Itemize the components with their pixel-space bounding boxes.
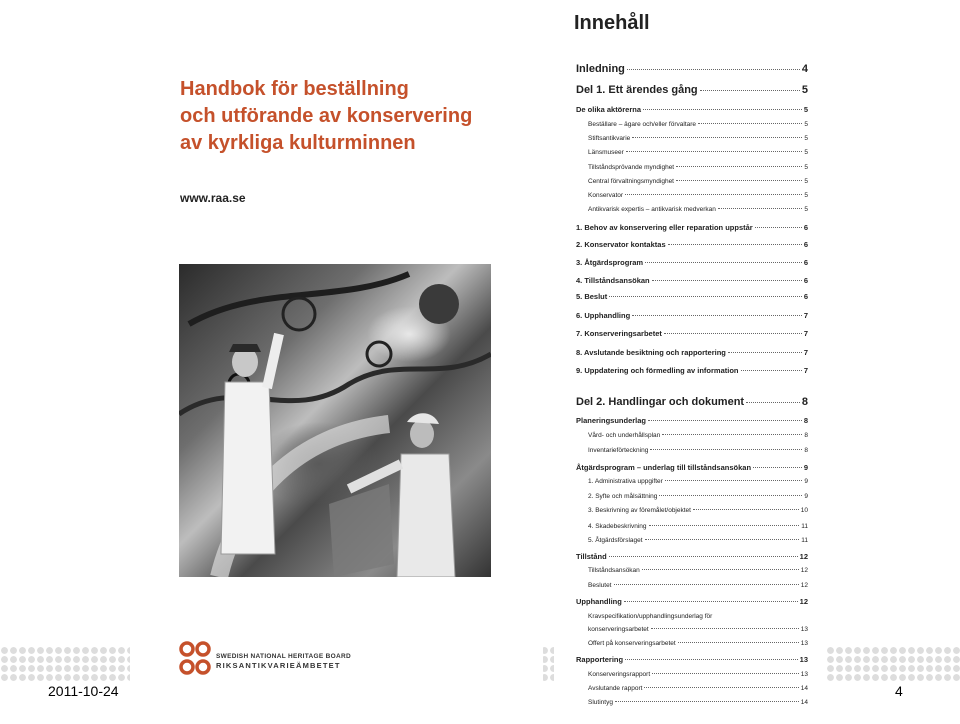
toc-entry bbox=[576, 655, 808, 664]
toc-entry bbox=[588, 135, 808, 142]
toc-entry-page: 5 bbox=[804, 178, 808, 185]
toc-entry-title: Stiftsantikvarie bbox=[588, 135, 631, 142]
toc-leader-dots bbox=[651, 628, 799, 629]
toc-entry-title: Antikvarisk expertis – antikvarisk medverkan bbox=[588, 206, 716, 213]
toc-entry-page: 11 bbox=[801, 523, 808, 530]
toc-entry bbox=[588, 121, 808, 128]
toc-entry bbox=[588, 685, 808, 692]
toc-entry-title: 4. Tillståndsansökan bbox=[576, 276, 650, 285]
toc-leader-dots bbox=[662, 434, 802, 435]
toc-leader-dots bbox=[728, 352, 802, 353]
toc-entry-title: Upphandling bbox=[576, 597, 622, 606]
toc-entry-title: 4. Skadebeskrivning bbox=[588, 523, 647, 530]
toc-entry-title: Länsmuseer bbox=[588, 149, 624, 156]
toc-entry-title: 2. Syfte och målsättning bbox=[588, 493, 658, 500]
toc-entry-title: Avslutande rapport bbox=[588, 685, 643, 692]
cover-photo bbox=[179, 264, 491, 577]
toc-entry-title: 2. Konservator kontaktas bbox=[576, 240, 666, 249]
toc-entry bbox=[588, 149, 808, 156]
toc-entry bbox=[576, 329, 808, 338]
toc-heading: Innehåll bbox=[574, 12, 650, 34]
toc-entry-page: 13 bbox=[799, 655, 808, 664]
toc-leader-dots bbox=[625, 659, 798, 660]
toc-entry bbox=[576, 416, 808, 425]
toc-entry bbox=[576, 276, 808, 285]
toc-entry-page: 5 bbox=[804, 135, 808, 142]
toc-entry-page: 9 bbox=[804, 478, 808, 485]
toc-entry bbox=[588, 192, 808, 199]
toc-entry-title: Del 2. Handlingar och dokument bbox=[576, 396, 745, 408]
toc-entry-page: 9 bbox=[803, 463, 808, 472]
toc-entry-page: 12 bbox=[800, 567, 808, 574]
toc-entry-page: 5 bbox=[803, 105, 808, 114]
toc-leader-dots bbox=[627, 69, 800, 70]
toc-entry-title: Tillstånd bbox=[576, 552, 607, 561]
toc-entry-title: Vård- och underhållsplan bbox=[588, 432, 661, 439]
toc-entry-title: Tillståndsprövande myndighet bbox=[588, 164, 675, 171]
toc-leader-dots bbox=[664, 333, 802, 334]
toc-entry-page: 6 bbox=[803, 258, 808, 267]
toc-page bbox=[556, 0, 826, 724]
toc-entry-page: 5 bbox=[801, 84, 808, 96]
toc-leader-dots bbox=[652, 280, 802, 281]
toc-leader-dots bbox=[718, 208, 802, 209]
toc-entry-page: 9 bbox=[804, 493, 808, 500]
toc-leader-dots bbox=[645, 262, 802, 263]
slide-date: 2011-10-24 bbox=[48, 683, 119, 699]
toc-entry-page: 5 bbox=[804, 206, 808, 213]
toc-entry bbox=[588, 671, 808, 678]
toc-leader-dots bbox=[700, 90, 800, 91]
toc-leader-dots bbox=[625, 194, 802, 195]
toc-leader-dots bbox=[614, 584, 799, 585]
toc-leader-dots bbox=[741, 370, 802, 371]
toc-leader-dots bbox=[693, 509, 799, 510]
toc-entry bbox=[576, 463, 808, 472]
toc-entry bbox=[588, 699, 808, 706]
toc-entry bbox=[588, 478, 808, 485]
toc-entry-page: 14 bbox=[800, 685, 808, 692]
toc-entry-page: 11 bbox=[801, 537, 808, 544]
toc-entry bbox=[588, 164, 808, 171]
toc-entry bbox=[588, 178, 808, 185]
toc-entry-title: Beställare – ägare och/eller förvaltare bbox=[588, 121, 697, 128]
toc-entry-page: 7 bbox=[803, 348, 808, 357]
toc-entry-title: 1. Behov av konservering eller reparation uppstår bbox=[576, 223, 753, 232]
toc-leader-dots bbox=[648, 420, 802, 421]
toc-entry bbox=[588, 507, 808, 514]
toc-entry-page: 5 bbox=[804, 192, 808, 199]
toc-leader-dots bbox=[650, 449, 802, 450]
raa-logo-text-en: SWEDISH NATIONAL HERITAGE BOARD bbox=[216, 653, 351, 660]
toc-entry bbox=[588, 626, 808, 633]
toc-entry-page: 4 bbox=[801, 63, 808, 75]
toc-entry bbox=[576, 366, 808, 375]
toc-entry-page: 8 bbox=[801, 396, 808, 408]
toc-entry-page: 13 bbox=[800, 671, 808, 678]
toc-leader-dots bbox=[659, 495, 802, 496]
toc-entry-page: 10 bbox=[800, 507, 808, 514]
toc-entry-title: 3. Beskrivning av föremålet/objektet bbox=[588, 507, 691, 514]
toc-entry-page: 7 bbox=[803, 366, 808, 375]
toc-entry bbox=[576, 84, 808, 96]
slide-page-number: 4 bbox=[895, 683, 903, 699]
toc-entry-title: konserveringsarbetet bbox=[588, 626, 649, 633]
cover-page bbox=[133, 0, 543, 724]
cover-title bbox=[180, 76, 520, 157]
toc-entry-page: 14 bbox=[800, 699, 808, 706]
cover-photo-illustration bbox=[179, 264, 491, 577]
toc-leader-dots bbox=[753, 467, 802, 468]
cover-url: www.raa.se bbox=[180, 191, 246, 205]
toc-leader-dots bbox=[746, 402, 800, 403]
cover-title-line-3: av kyrkliga kulturminnen bbox=[180, 132, 416, 154]
decorative-dot-band-left bbox=[0, 646, 130, 682]
toc-entry-page: 5 bbox=[804, 149, 808, 156]
raa-logo-text bbox=[216, 652, 351, 670]
toc-entry-page: 6 bbox=[803, 292, 808, 301]
toc-entry-title: Kravspecifikation/upphandlingsunderlag för bbox=[588, 613, 713, 620]
toc-entry-page: 6 bbox=[803, 240, 808, 249]
decorative-dot-band-right bbox=[826, 646, 960, 682]
toc-entry-title: Konserveringsrapport bbox=[588, 671, 651, 678]
toc-entry bbox=[588, 432, 808, 439]
toc-leader-dots bbox=[642, 569, 799, 570]
toc-leader-dots bbox=[668, 244, 802, 245]
toc-leader-dots bbox=[698, 123, 802, 124]
toc-entry bbox=[588, 206, 808, 213]
toc-leader-dots bbox=[624, 601, 798, 602]
toc-entry bbox=[576, 240, 808, 249]
toc-entry-title: 5. Åtgärdsförslaget bbox=[588, 537, 643, 544]
toc-leader-dots bbox=[755, 227, 802, 228]
toc-entry-title: 1. Administrativa uppgifter bbox=[588, 478, 663, 485]
toc-entry-title: Inventarieförteckning bbox=[588, 447, 649, 454]
toc-entry bbox=[588, 582, 808, 589]
toc-entry bbox=[576, 223, 808, 232]
cover-title-line-1: Handbok för beställning bbox=[180, 78, 409, 100]
toc-leader-dots bbox=[678, 642, 799, 643]
toc-entry-title: Åtgärdsprogram – underlag till tillståndsansökan bbox=[576, 463, 752, 472]
toc-entry-title: 7. Konserveringsarbetet bbox=[576, 329, 662, 338]
toc-leader-dots bbox=[676, 166, 802, 167]
toc-entry bbox=[576, 258, 808, 267]
toc-entry-title: Planeringsunderlag bbox=[576, 416, 647, 425]
toc-entry bbox=[588, 523, 808, 530]
toc-entry bbox=[588, 613, 808, 620]
toc-entry bbox=[576, 63, 808, 75]
toc-entry-title: Rapportering bbox=[576, 655, 624, 664]
toc-entry bbox=[588, 537, 808, 544]
toc-entry-page: 8 bbox=[804, 432, 808, 439]
toc-entry-page: 6 bbox=[803, 276, 808, 285]
toc-entry bbox=[576, 348, 808, 357]
toc-entry-title: Central förvaltningsmyndighet bbox=[588, 178, 674, 185]
toc-leader-dots bbox=[643, 109, 802, 110]
toc-entry-page: 5 bbox=[804, 121, 808, 128]
toc-leader-dots bbox=[632, 315, 802, 316]
toc-leader-dots bbox=[665, 480, 803, 481]
toc-entry-title: Slutintyg bbox=[588, 699, 613, 706]
toc-entry-page: 13 bbox=[800, 626, 808, 633]
toc-entry-title: Inledning bbox=[576, 63, 625, 75]
toc-entry-title: Del 1. Ett ärendes gång bbox=[576, 84, 698, 96]
toc-entry-title: Beslutet bbox=[588, 582, 612, 589]
toc-leader-dots bbox=[615, 701, 799, 702]
raa-logo-text-sv: RIKSANTIKVARIEÄMBETET bbox=[216, 661, 341, 670]
toc-entry-title: 3. Åtgärdsprogram bbox=[576, 258, 644, 267]
toc-leader-dots bbox=[644, 687, 798, 688]
toc-entry-page: 7 bbox=[803, 329, 808, 338]
toc-entry bbox=[576, 396, 808, 408]
toc-entry-title: De olika aktörerna bbox=[576, 105, 642, 114]
toc-entry bbox=[588, 493, 808, 500]
toc-entry-page: 5 bbox=[804, 164, 808, 171]
toc-entry-title: Tillståndsansökan bbox=[588, 567, 640, 574]
toc-entry-title: 8. Avslutande besiktning och rapportering bbox=[576, 348, 726, 357]
toc-leader-dots bbox=[652, 673, 799, 674]
raa-logo-mark-icon bbox=[178, 640, 212, 676]
toc-leader-dots bbox=[676, 180, 802, 181]
toc-entry-page: 12 bbox=[799, 552, 808, 561]
raa-logo bbox=[178, 640, 398, 680]
toc-entry bbox=[588, 567, 808, 574]
toc-entry-title: 9. Uppdatering och förmedling av information bbox=[576, 366, 739, 375]
toc-leader-dots bbox=[632, 137, 802, 138]
toc-entry bbox=[576, 105, 808, 114]
toc-entry-title: Konservator bbox=[588, 192, 624, 199]
toc-leader-dots bbox=[626, 151, 803, 152]
toc-entry-title: 6. Upphandling bbox=[576, 311, 631, 320]
toc-entry-page: 6 bbox=[803, 223, 808, 232]
toc-entry bbox=[576, 311, 808, 320]
toc-entry-page: 8 bbox=[804, 447, 808, 454]
toc-leader-dots bbox=[609, 556, 798, 557]
toc-leader-dots bbox=[609, 296, 802, 297]
toc-entry-page: 8 bbox=[803, 416, 808, 425]
toc-entry bbox=[588, 447, 808, 454]
toc-entry-page: 7 bbox=[803, 311, 808, 320]
toc-entry bbox=[576, 552, 808, 561]
toc-entry bbox=[576, 597, 808, 606]
toc-entry-title: Offert på konserveringsarbetet bbox=[588, 640, 676, 647]
toc-leader-dots bbox=[649, 525, 800, 526]
cover-title-line-2: och utförande av konservering bbox=[180, 105, 473, 127]
toc-entry-page: 12 bbox=[799, 597, 808, 606]
toc-entry-page: 12 bbox=[800, 582, 808, 589]
toc-leader-dots bbox=[645, 539, 800, 540]
toc-entry-page: 13 bbox=[800, 640, 808, 647]
toc-entry bbox=[576, 292, 808, 301]
toc-entry bbox=[588, 640, 808, 647]
toc-entry-title: 5. Beslut bbox=[576, 292, 608, 301]
